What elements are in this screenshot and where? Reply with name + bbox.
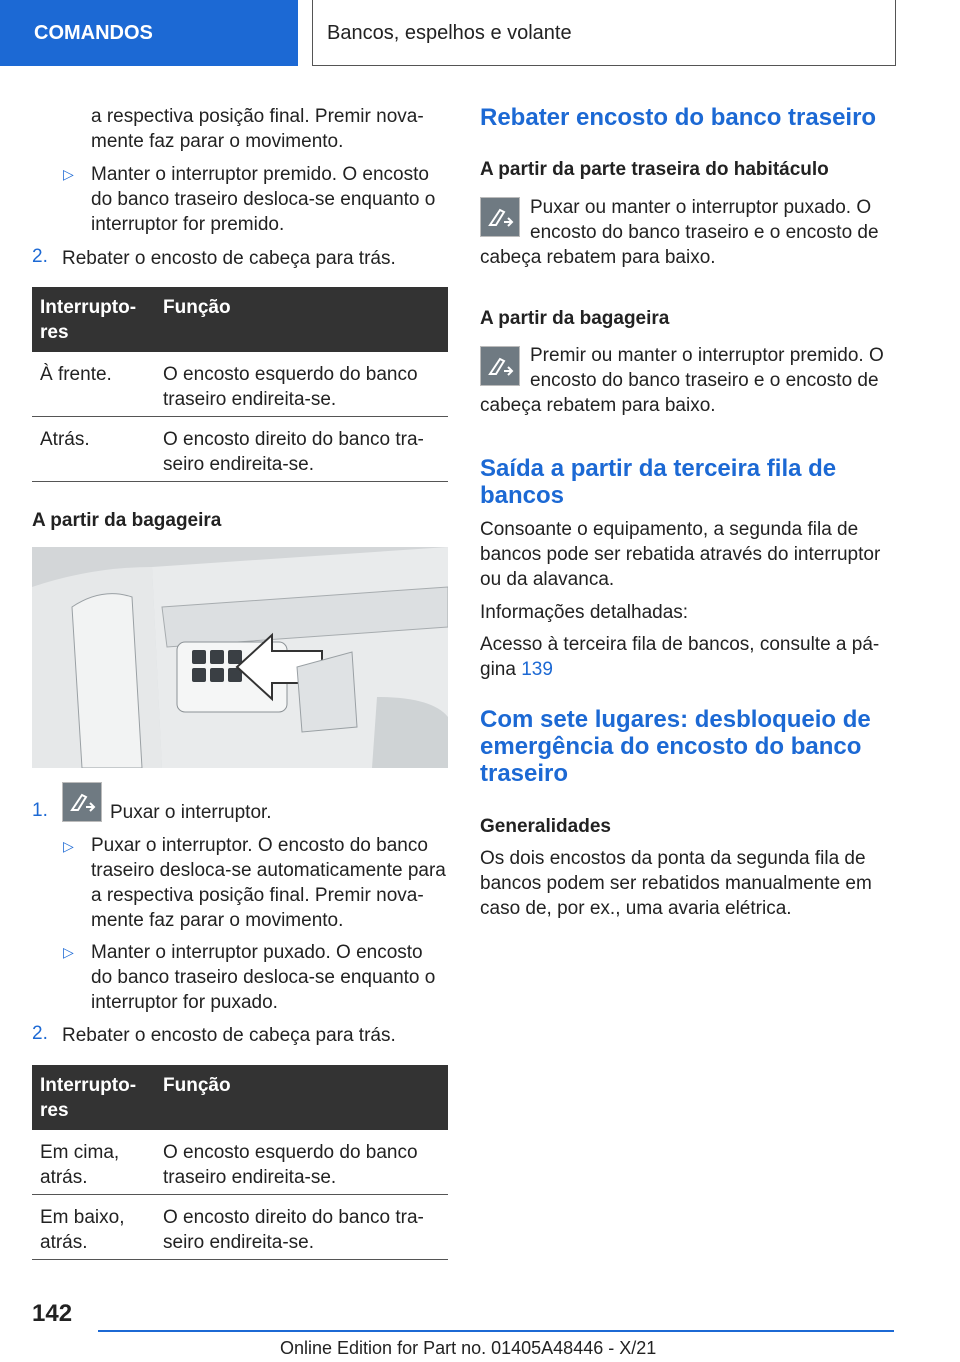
switch-table (32, 287, 448, 482)
page-link[interactable]: 139 (521, 659, 553, 680)
cell-function: O encosto esquerdo do banco (163, 1142, 418, 1163)
bullet-marker: ▷ (63, 944, 74, 960)
header-switches: Interrupto- (40, 297, 137, 318)
table-header (32, 1065, 448, 1130)
step-number: 2. (32, 1023, 48, 1044)
subheading-bagageira-right: A partir da bagageira (480, 308, 670, 329)
subheading-bagageira: A partir da bagageira (32, 510, 222, 531)
cell-function: O encosto esquerdo do banco (163, 364, 418, 385)
paragraph-line: cabeça rebatem para baixo. (480, 395, 716, 416)
continued-text: a respectiva posição final. Premir nova-mente faz parar o movimento. (91, 106, 424, 152)
footer-rule (98, 1330, 894, 1332)
bullet-text: Manter o interruptor premido. O encosto do banco traseiro desloca-se enquanto o interruptor for premido. (91, 164, 436, 235)
cell-switch: Em cima, (40, 1142, 120, 1163)
chapter-title: Bancos, espelhos e volante (312, 0, 896, 66)
cell-switch-cont: atrás. (40, 1167, 88, 1188)
paragraph-saida: Consoante o equipamento, a segunda fila de bancos pode ser rebatida através do interruptor ou da alavanca. (480, 519, 881, 590)
step-text: Rebater o encosto de cabeça para trás. (62, 248, 396, 269)
edition-text: Online Edition for Part no. 01405A48446 - X/21 (280, 1338, 657, 1358)
step-text: Rebater o encosto de cabeça para trás. (62, 1025, 396, 1046)
table-row (32, 1130, 448, 1195)
paragraph-generalidades: Os dois encostos da ponta da segunda fila de bancos podem ser rebatidos manualmente em caso de, por ex., uma avaria elétrica. (480, 848, 872, 919)
header-switches: Interrupto- (40, 1075, 137, 1096)
cell-switch: Em baixo, (40, 1207, 125, 1228)
subheading-generalidades: Generalidades (480, 816, 611, 837)
cell-switch-cont: atrás. (40, 1232, 88, 1253)
page-number: 142 (32, 1300, 73, 1327)
cell-function-cont: traseiro endireita-se. (163, 1167, 337, 1188)
seat-fold-icon (480, 197, 520, 237)
section-tab: COMANDOS (0, 0, 298, 66)
step-number: 2. (32, 246, 48, 267)
table-row (32, 1195, 448, 1260)
heading-sete-cont: traseiro (480, 760, 569, 787)
table-row (32, 417, 448, 482)
paragraph-line: Puxar ou manter o interruptor puxado. O (530, 197, 872, 218)
photo-illustration (32, 547, 448, 768)
subheading-habitaculo: A partir da parte traseira do habitáculo (480, 159, 829, 180)
bullet-marker: ▷ (63, 838, 74, 854)
seat-fold-icon (480, 346, 520, 386)
heading-saida: Saída a partir da terceira fila de (480, 455, 837, 482)
cell-function: O encosto direito do banco tra- (163, 429, 424, 450)
cell-switch: Atrás. (40, 429, 90, 450)
heading-saida-cont: bancos (480, 482, 565, 509)
seat-fold-icon (62, 782, 102, 822)
step-text: Puxar o interruptor. (110, 802, 272, 823)
step-number: 1. (32, 800, 48, 821)
paragraph-line: encosto do banco traseiro e o encosto de (530, 370, 879, 391)
switch-table (32, 1065, 448, 1260)
paragraph-acesso: Acesso à terceira fila de bancos, consulte a pá- (480, 634, 880, 655)
paragraph-info: Informações detalhadas: (480, 602, 689, 623)
heading-rebater: Rebater encosto do banco traseiro (480, 104, 877, 131)
bullet-text: Manter o interruptor puxado. O encosto do banco traseiro desloca-se enquanto o interruptor for puxado. (91, 942, 436, 1013)
page-ref-text: gina (480, 659, 516, 680)
header-function: Função (163, 1075, 231, 1096)
cell-function: O encosto direito do banco tra- (163, 1207, 424, 1228)
luggage-compartment-photo (32, 547, 448, 768)
header-function: Função (163, 297, 231, 318)
cell-function-cont: seiro endireita-se. (163, 1232, 315, 1253)
cell-switch: À frente. (40, 364, 112, 385)
table-header (32, 287, 448, 352)
cell-function-cont: traseiro endireita-se. (163, 389, 337, 410)
cell-function-cont: seiro endireita-se. (163, 454, 315, 475)
bullet-marker: ▷ (63, 166, 74, 182)
paragraph-line: Premir ou manter o interruptor premido. O (530, 345, 884, 366)
paragraph-line: cabeça rebatem para baixo. (480, 247, 716, 268)
heading-sete-cont: emergência do encosto do banco (480, 733, 862, 760)
heading-sete: Com sete lugares: desbloqueio de (480, 706, 871, 733)
paragraph-acesso-cont (480, 657, 553, 682)
paragraph-line: encosto do banco traseiro e o encosto de (530, 222, 879, 243)
header-switches-cont: res (40, 322, 69, 343)
table-row (32, 352, 448, 417)
header-switches-cont: res (40, 1100, 69, 1121)
bullet-text: Puxar o interruptor. O encosto do banco traseiro desloca-se automaticamente para a respectiva posição final. Premir nova-mente faz parar o movimento. (91, 835, 446, 931)
